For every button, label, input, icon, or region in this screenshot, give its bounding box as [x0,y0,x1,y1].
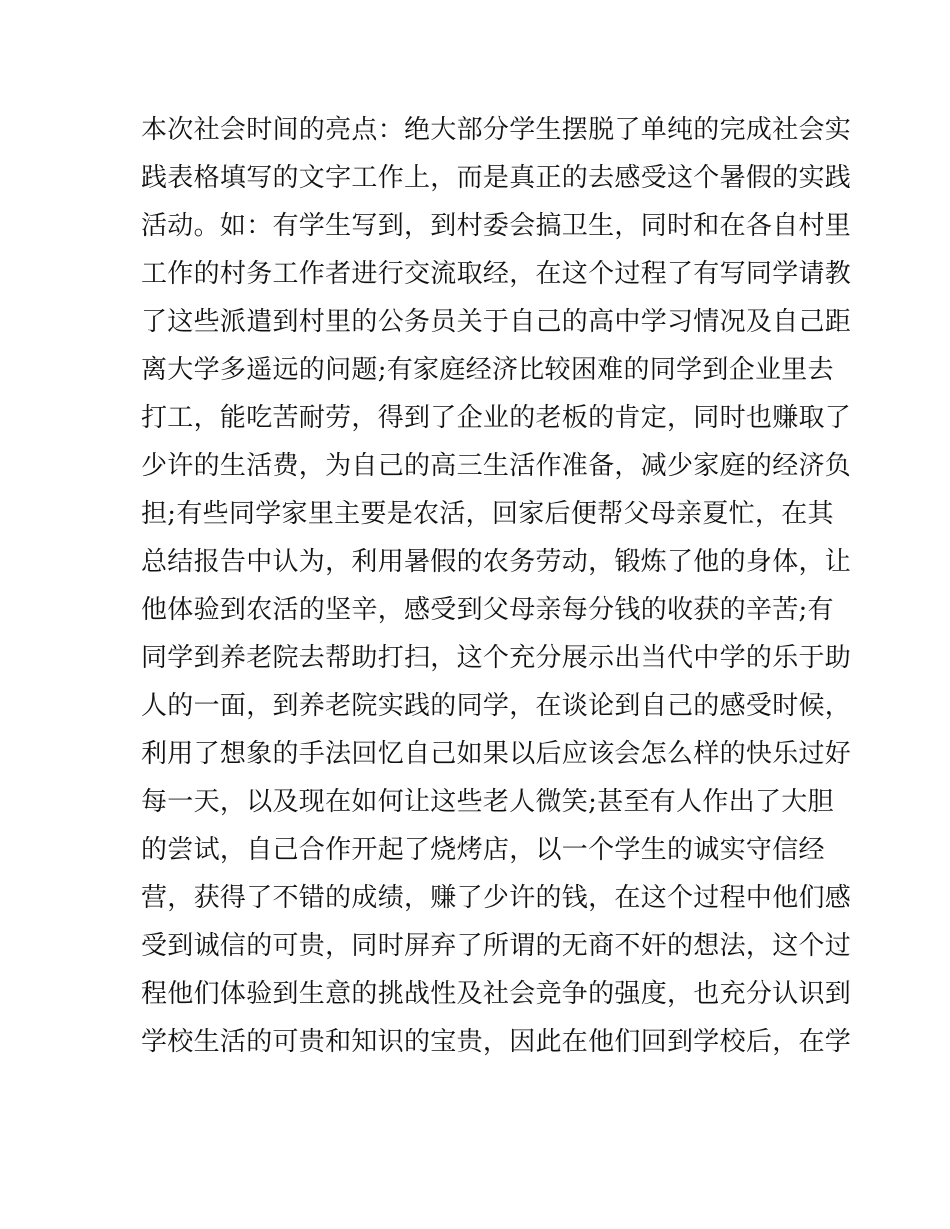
paragraph-line: 同学到养老院去帮助打扫，这个充分展示出当代中学的乐于助 [141,643,852,673]
paragraph-line: 少许的生活费，为自己的高三生活作准备，减少家庭的经济负 [141,451,852,481]
paragraph-line: 工作的村务工作者进行交流取经，在这个过程了有写同学请教 [141,259,852,289]
paragraph-line: 营，获得了不错的成绩，赚了少许的钱，在这个过程中他们感 [141,883,852,913]
paragraph-line: 了这些派遣到村里的公务员关于自己的高中学习情况及自己距 [141,307,852,337]
paragraph-line: 他体验到农活的坚辛，感受到父母亲每分钱的收获的辛苦;有 [141,595,834,625]
paragraph-line: 践表格填写的文字工作上，而是真正的去感受这个暑假的实践 [141,163,852,193]
paragraph-line: 受到诚信的可贵，同时屏弃了所谓的无商不奸的想法，这个过 [141,931,852,961]
paragraph-line: 每一天，以及现在如何让这些老人微笑;甚至有人作出了大胆 [141,787,834,817]
paragraph-line: 离大学多遥远的问题;有家庭经济比较困难的同学到企业里去 [141,355,834,385]
paragraph-line: 的尝试，自己合作开起了烧烤店，以一个学生的诚实守信经 [141,835,825,865]
body-paragraph [141,106,852,1066]
paragraph-line: 学校生活的可贵和知识的宝贵，因此在他们回到学校后，在学 [141,1027,852,1057]
paragraph-line: 总结报告中认为，利用暑假的农务劳动，锻炼了他的身体，让 [141,547,852,577]
paragraph-line: 人的一面，到养老院实践的同学，在谈论到自己的感受时候， [141,691,852,721]
paragraph-line: 担;有些同学家里主要是农活，回家后便帮父母亲夏忙，在其 [141,499,834,529]
paragraph-line: 程他们体验到生意的挑战性及社会竞争的强度，也充分认识到 [141,979,852,1009]
paragraph-line: 活动。如：有学生写到，到村委会搞卫生，同时和在各自村里 [141,211,852,241]
paragraph-line: 打工，能吃苦耐劳，得到了企业的老板的肯定，同时也赚取了 [141,403,852,433]
paragraph-line: 利用了想象的手法回忆自己如果以后应该会怎么样的快乐过好 [141,739,852,769]
paragraph-line: 本次社会时间的亮点：绝大部分学生摆脱了单纯的完成社会实 [141,115,852,145]
